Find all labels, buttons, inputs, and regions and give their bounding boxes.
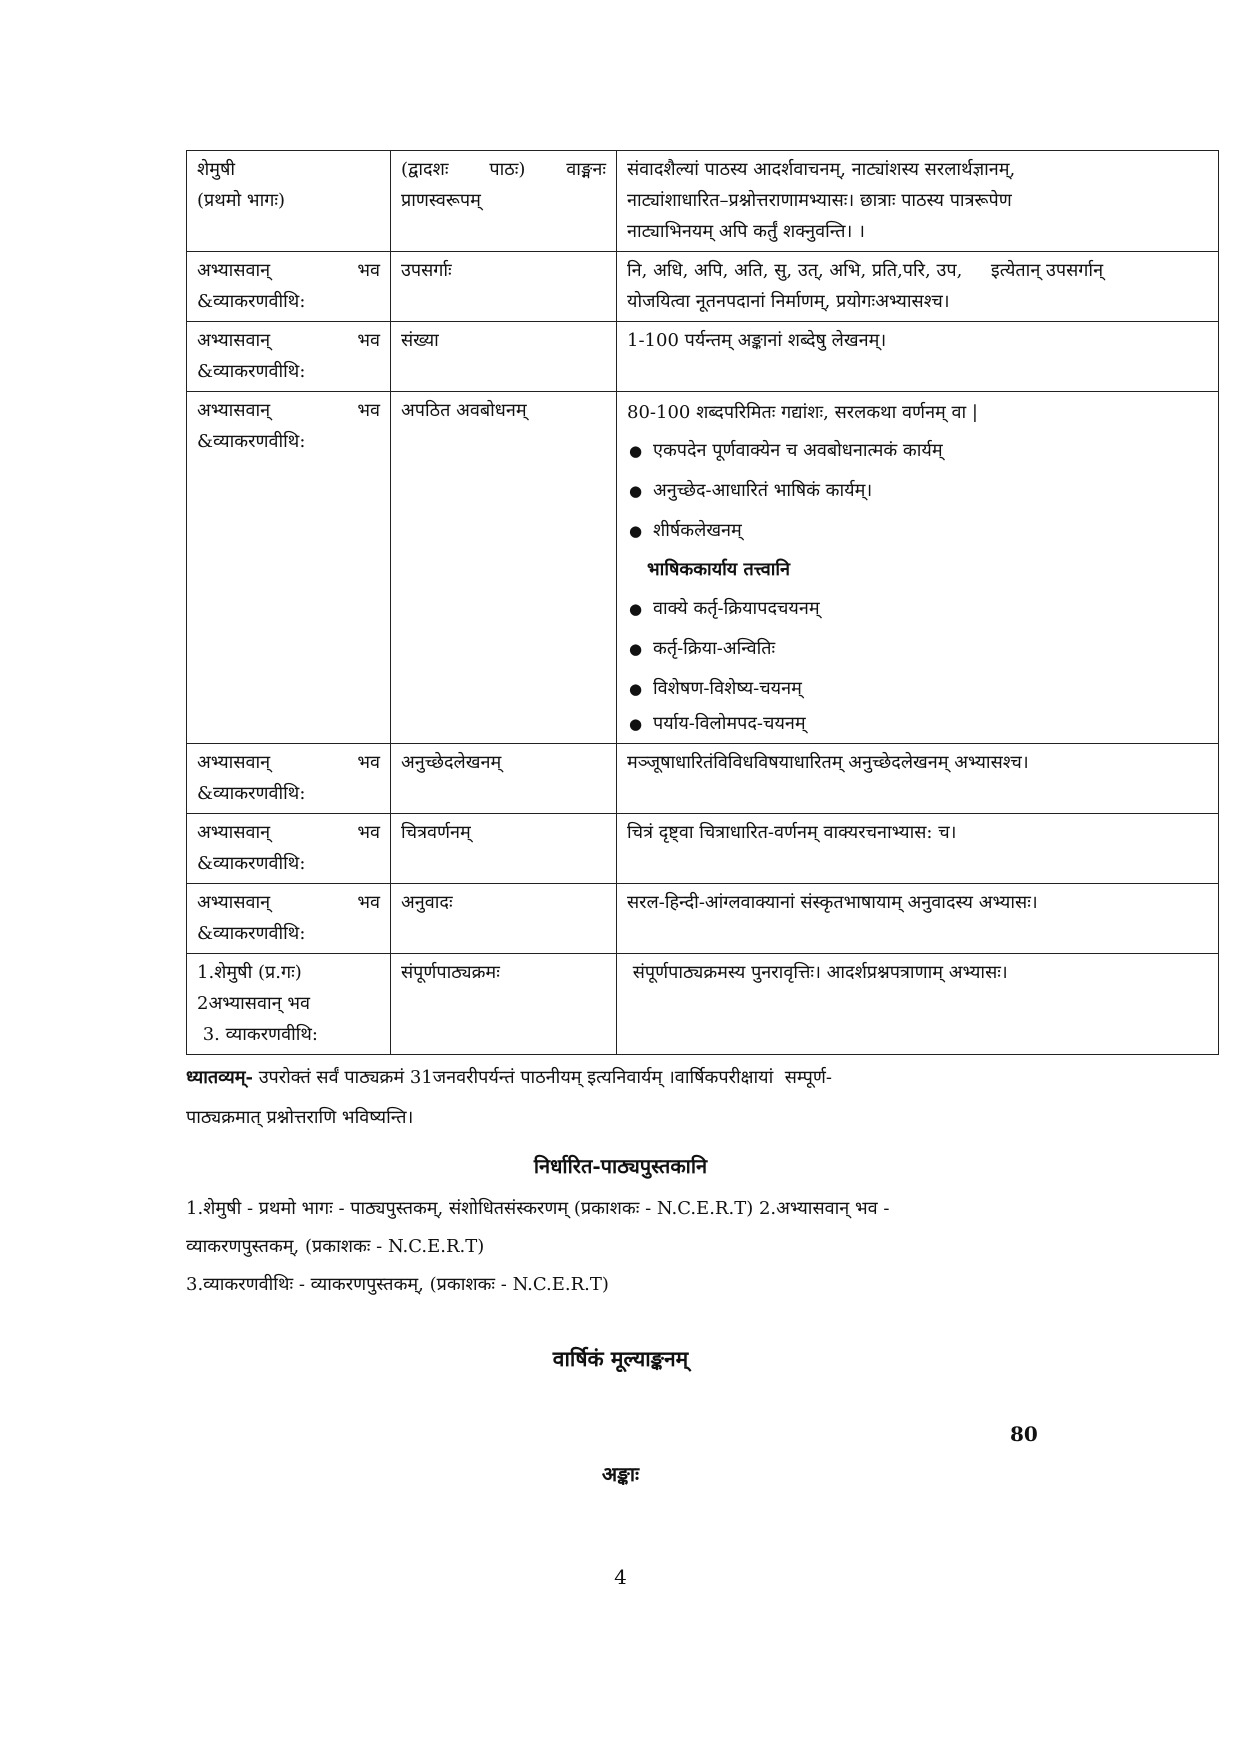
note-paragraph: ध्यातव्यम्- उपरोक्तं सर्वं पाठ्यक्रमं 31जनवरीपर्यन्तं पाठनीयम् इत्यनिवार्यम् ।वार्षिकपरीक्षायां सम्पूर्ण- पाठ्यक्रमात् प्रश्नोत्तराणि भविष्यन्ति।	[186, 1067, 832, 1128]
topic-cell: संख्या	[391, 322, 617, 392]
content-cell: संवादशैल्यां पाठस्य आदर्शवाचनम्, नाट्यांशस्य सरलार्थज्ञानम्, नाट्यांशाधारित–प्रश्नोत्तराणामभ्यासः। छात्राः पाठस्य पात्ररूपेण नाट्याभिनयम् अपि कर्तुं शक्नुवन्ति। ।	[617, 151, 1219, 252]
book-cell: अभ्यासवान् भव &व्याकरणवीथि:	[187, 392, 391, 744]
table-row	[187, 252, 1219, 322]
content-cell: नि, अधि, अपि, अति, सु, उत्, अभि, प्रति,परि, उप, इत्येतान् उपसर्गान् योजयित्वा नूतनपदानां निर्माणम्, प्रयोगःअभ्यासश्च।	[617, 252, 1219, 322]
evaluation-heading: वार्षिकं मूल्याङ्कनम्	[552, 1346, 689, 1371]
topic-cell: चित्रवर्णनम्	[391, 814, 617, 884]
content-cell: 80-100 शब्दपरिमितः गद्यांशः, सरलकथा वर्णनम् वा | ● एकपदेन पूर्णवाक्येन च अवबोधनात्मकं कार्यम् ● अनुच्छेद-आधारितं भाषिकं कार्यम्। ● शीर्षकलेखनम् भाषिककार्याय तत्त्वानि ● वाक्ये कर्तृ-क्रियापदचयनम् ● कर्तृ-क्रिया-अन्वितिः ● विशेषण-विशेष्य-चयनम् ● पर्याय-विलोमपद-चयनम्	[617, 392, 1219, 744]
topic-cell: (द्वादशः पाठः) वाङ्मनः प्राणस्वरूपम्	[391, 151, 617, 252]
book-cell: अभ्यासवान् भव &व्याकरणवीथि:	[187, 884, 391, 954]
table-row	[187, 151, 1219, 252]
topic-cell: उपसर्गाः	[391, 252, 617, 322]
marks-label: अङ्काः	[601, 1462, 640, 1486]
list-item: ● अनुच्छेद-आधारितं भाषिकं कार्यम्।	[627, 471, 1208, 511]
table-row	[187, 744, 1219, 814]
marks-value: 80	[1010, 1422, 1038, 1446]
table-row	[187, 392, 1219, 744]
content-cell: चित्रं दृष्ट्वा चित्राधारित-वर्णनम् वाक्यरचनाभ्यास: च।	[617, 814, 1219, 884]
books-heading: निर्धारित-पाठ्यपुस्तकानि	[533, 1154, 708, 1178]
list-item: 1.शेमुषी - प्रथमो भागः - पाठ्यपुस्तकम्, संशोधितसंस्करणम् (प्रकाशकः - N.C.E.R.T) 2.अभ्यासवान् भव -	[186, 1198, 890, 1219]
table-row	[187, 884, 1219, 954]
list-item: ● एकपदेन पूर्णवाक्येन च अवबोधनात्मकं कार्यम्	[627, 431, 1208, 471]
table-row	[187, 954, 1219, 1055]
list-item: ● वाक्ये कर्तृ-क्रियापदचयनम्	[627, 589, 1208, 629]
syllabus-table	[186, 150, 1219, 1055]
table-row	[187, 814, 1219, 884]
syllabus-table-wrap	[186, 150, 1218, 1055]
content-cell: सरल-हिन्दी-आंग्लवाक्यानां संस्कृतभाषायाम् अनुवादस्य अभ्यासः।	[617, 884, 1219, 954]
book-cell: अभ्यासवान् भव &व्याकरणवीथि:	[187, 322, 391, 392]
subheading: भाषिककार्याय तत्त्वानि	[647, 559, 791, 580]
book-cell: अभ्यासवान् भव &व्याकरणवीथि:	[187, 744, 391, 814]
list-item: व्याकरणपुस्तकम्, (प्रकाशकः - N.C.E.R.T)	[186, 1236, 485, 1257]
list-item: ● पर्याय-विलोमपद-चयनम्	[627, 709, 1208, 739]
book-cell: अभ्यासवान् भव &व्याकरणवीथि:	[187, 814, 391, 884]
content-cell: 1-100 पर्यन्तम् अङ्कानां शब्देषु लेखनम्।	[617, 322, 1219, 392]
topic-cell: संपूर्णपाठ्यक्रमः	[391, 954, 617, 1055]
bullet-list	[627, 431, 1208, 551]
books-list	[186, 1190, 1186, 1304]
list-item: ● विशेषण-विशेष्य-चयनम्	[627, 669, 1208, 709]
bullet-list	[627, 589, 1208, 739]
book-cell: शेमुषी (प्रथमो भागः)	[187, 151, 391, 252]
page-number: 4	[614, 1565, 627, 1589]
book-cell: 1.शेमुषी (प्र.गः) 2अभ्यासवान् भव 3. व्याकरणवीथि:	[187, 954, 391, 1055]
content-cell: मञ्जूषाधारितंविविधविषयाधारितम् अनुच्छेदलेखनम् अभ्यासश्च।	[617, 744, 1219, 814]
list-item: ● कर्तृ-क्रिया-अन्वितिः	[627, 629, 1208, 669]
note-label: ध्यातव्यम्-	[186, 1067, 253, 1088]
book-cell: अभ्यासवान् भव &व्याकरणवीथि:	[187, 252, 391, 322]
topic-cell: अपठित अवबोधनम्	[391, 392, 617, 744]
content-cell: संपूर्णपाठ्यक्रमस्य पुनरावृत्तिः। आदर्शप्रश्नपत्राणाम् अभ्यासः।	[617, 954, 1219, 1055]
table-row	[187, 322, 1219, 392]
list-item: ● शीर्षकलेखनम्	[627, 511, 1208, 551]
list-item: 3.व्याकरणवीथिः - व्याकरणपुस्तकम्, (प्रकाशकः - N.C.E.R.T)	[186, 1274, 609, 1295]
topic-cell: अनुच्छेदलेखनम्	[391, 744, 617, 814]
topic-cell: अनुवादः	[391, 884, 617, 954]
